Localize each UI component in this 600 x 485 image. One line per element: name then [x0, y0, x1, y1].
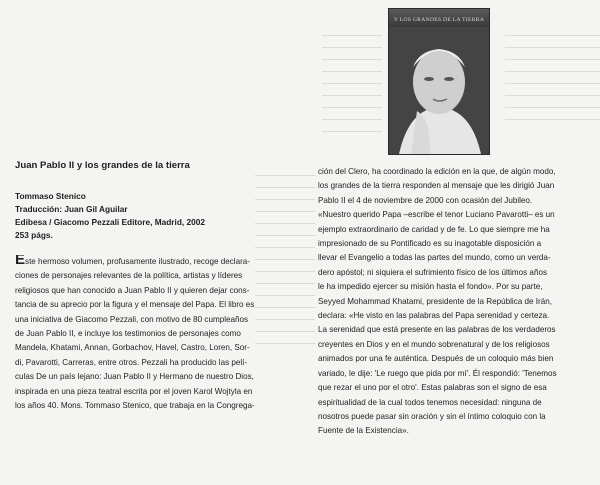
- cover-title: Y LOS GRANDES DE LA TIERRA: [393, 17, 485, 23]
- page-count: 253 págs.: [15, 230, 53, 240]
- body-line: espiritualidad de la cual todos tenemos necesidad: ninguna de: [318, 397, 542, 407]
- body-line: una iniciativa de Giacomo Pezzali, con motivo de 80 cumpleaños: [15, 314, 249, 324]
- body-line: ción del Clero, ha coordinado la edición en la que, de algún modo,: [318, 167, 556, 176]
- body-line: tancia de su aprecio por la figura y el mensaje del Papa. El libro es: [15, 300, 255, 310]
- body-line: que rezar el uno por el otro'. Estas palabras son el signo de esa: [318, 383, 547, 393]
- body-line: de Juan Pablo II, e incluye los testimonios de personajes como: [15, 329, 241, 339]
- body-line: di, Pavarotti, Carreras, entre otros. Pezzali ha producido las pelí-: [15, 357, 248, 367]
- body-line: Seyyed Mohammad Khatami, presidente de la República de Irán,: [318, 296, 552, 306]
- body-line: nosotros puede pasar sin oración y sin el íntimo coloquio con la: [318, 411, 546, 421]
- review-title: Juan Pablo II y los grandes de la tierra: [15, 160, 190, 171]
- body-line: los grandes de la tierra responden al mensaje que les dirigió Juan: [318, 181, 555, 191]
- body-line: dero apóstol; ni siquiera el sufrimiento físico de los últimos años: [318, 267, 547, 277]
- book-cover-image: [388, 8, 490, 155]
- body-line: Mandela, Khatami, Annan, Gorbachov, Havel, Castro, Loren, Sor-: [15, 343, 250, 353]
- body-line: inspirada en una pieza teatral escrita por el joven Karol Wojtyla en: [15, 386, 253, 396]
- ghost-text-top-right: [505, 35, 600, 135]
- publisher: Edibesa / Giacomo Pezzali Editore, Madrid, 2002: [15, 217, 205, 227]
- body-line: La serenidad que está presente en las palabras de los verdaderos: [318, 325, 556, 335]
- body-line: declara: «He visto en las palabras del Papa serenidad y certeza.: [318, 311, 550, 321]
- body-line: variado, le dije: 'Le ruego que pida por mí'. Él respondió: 'Tenemos: [318, 368, 557, 378]
- drop-cap: E: [15, 255, 26, 268]
- portrait-illustration: [389, 27, 489, 154]
- body-line: Pablo II el 4 de noviembre de 2000 con ocasión del Jubileo.: [318, 195, 533, 205]
- body-line: religiosos que han conocido a Juan Pablo II y quieren dejar cons-: [15, 285, 250, 295]
- book-metadata: [15, 190, 205, 242]
- author: Tommaso Stenico: [15, 191, 86, 201]
- ghost-text-top-left: [322, 35, 382, 145]
- body-line: Este hermoso volumen, profusamente ilustrado, recoge declara-: [15, 255, 295, 269]
- body-column-right: [318, 165, 600, 439]
- body-line: los años 40. Mons. Tommaso Stenico, que trabaja en la Congrega-: [15, 401, 255, 411]
- body-line: animados por una fe auténtica. Después de un coloquio más bien: [318, 354, 554, 364]
- body-line: le ha impedido ejercer su misión hasta el fondo». Por su parte,: [318, 282, 543, 292]
- body-line: Fuente de la Existencia».: [318, 426, 409, 436]
- body-line: ciones de personajes relevantes de la política, artistas y líderes: [15, 271, 243, 281]
- body-line: impresionado de su Pontificado es su inagotable disposición a: [318, 239, 542, 249]
- body-line: creyentes en Dios y en el mundo sobrenatural y de los religiosos: [318, 339, 550, 349]
- translation: Traducción: Juan Gil Aguilar: [15, 204, 128, 214]
- body-line: «Nuestro querido Papa –escribe el tenor Luciano Pavarotti– es un: [318, 210, 555, 220]
- body-line: culas De un país lejano: Juan Pablo II y Hermano de nuestro Dios,: [15, 372, 254, 382]
- body-line: ejemplo extraordinario de caridad y de fe. Lo que siempre me ha: [318, 224, 550, 234]
- body-line: llevar el Evangelio a todas las partes del mundo, como un verda-: [318, 253, 551, 263]
- body-column-left: [15, 255, 295, 413]
